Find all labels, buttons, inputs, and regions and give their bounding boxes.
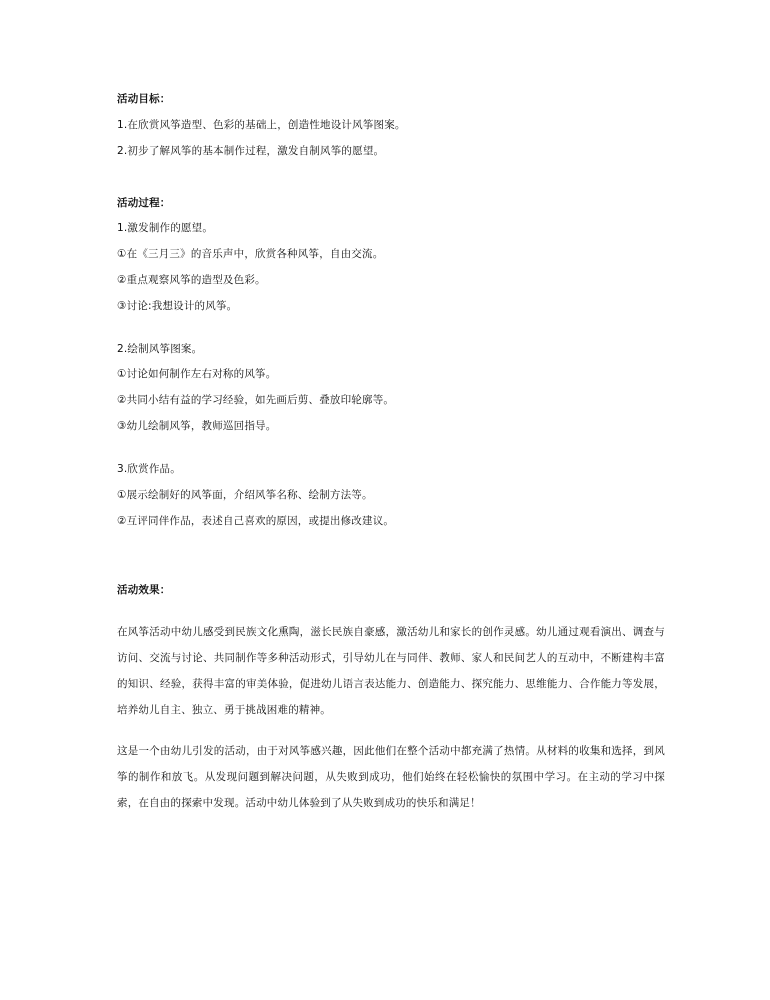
effects-paragraph: 在风筝活动中幼儿感受到民族文化熏陶，滋长民族自豪感，激活幼儿和家长的创作灵感。幼儿通过观看演出、调查与访问、交流与讨论、共同制作等多种活动形式，引导幼儿在与同伴、教师、家人和民间艺人的互动中，不断建构丰富的知识、经验，获得丰富的审美体验，促进幼儿语言表达能力、创造能力、探究能力、思维能力、合作能力等发展，培养幼儿自主、独立、勇于挑战困难的精神。	[117, 626, 665, 716]
process-step: ③讨论:我想设计的风筝。	[117, 300, 238, 312]
process-section-title: 3.欣赏作品。	[117, 463, 181, 475]
goal-item: 2.初步了解风筝的基本制作过程，激发自制风筝的愿望。	[117, 145, 385, 157]
process-step: ①在《三月三》的音乐声中，欣赏各种风筝，自由交流。	[117, 248, 384, 260]
process-step: ②互评同伴作品，表述自己喜欢的原因，或提出修改建议。	[117, 515, 395, 527]
goal-item: 1.在欣赏风筝造型、色彩的基础上，创造性地设计风筝图案。	[117, 119, 406, 131]
process-step: ①讨论如何制作左右对称的风筝。	[117, 368, 277, 380]
process-heading: 活动过程：	[117, 197, 171, 209]
process-step: ②共同小结有益的学习经验，如先画后剪、叠放印轮廓等。	[117, 394, 395, 406]
effects-heading: 活动效果：	[117, 584, 171, 596]
goals-heading: 活动目标：	[117, 93, 171, 105]
process-step: ②重点观察风筝的造型及色彩。	[117, 274, 266, 286]
process-step: ③幼儿绘制风筝，教师巡回指导。	[117, 420, 277, 432]
effects-paragraph: 这是一个由幼儿引发的活动，由于对风筝感兴趣，因此他们在整个活动中都充满了热情。从材料的收集和选择，到风筝的制作和放飞。从发现问题到解决问题，从失败到成功，他们始终在轻松愉快的氛围中学习。在主动的学习中探索，在自由的探索中发现。活动中幼儿体验到了从失败到成功的快乐和满足！	[117, 745, 665, 809]
process-section-title: 2.绘制风筝图案。	[117, 343, 203, 355]
process-step: ①展示绘制好的风筝面，介绍风筝名称、绘制方法等。	[117, 489, 373, 501]
process-section-title: 1.激发制作的愿望。	[117, 222, 214, 234]
